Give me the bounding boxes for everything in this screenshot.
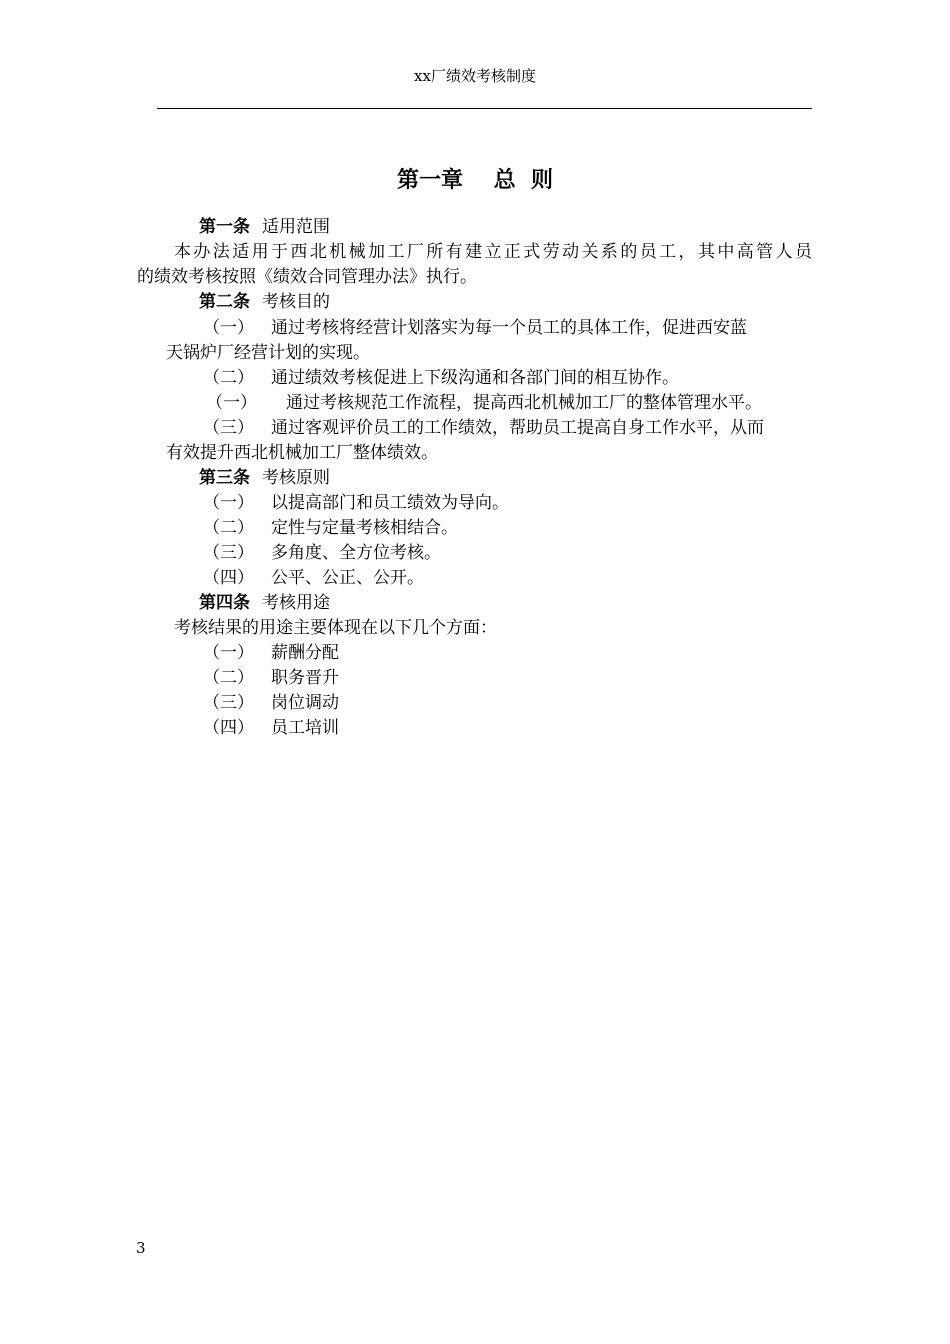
article-1-label: 第一条 (199, 217, 250, 237)
chapter-title: 第一章 总 则 (397, 168, 553, 193)
item-text: 多角度、全方位考核。 (271, 543, 441, 563)
article-3-label: 第三条 (199, 468, 250, 488)
article-4-item-2 (203, 666, 339, 690)
item-number: （一） (203, 643, 254, 663)
item-text: 员工培训 (271, 718, 339, 738)
article-1-body-line-2: 的绩效考核按照《绩效合同管理办法》执行。 (137, 267, 477, 287)
header-rule (157, 108, 812, 109)
article-3-item-2 (203, 516, 458, 540)
article-3-heading (199, 466, 330, 490)
article-3-item-4 (203, 566, 424, 590)
article-4-label: 第四条 (199, 593, 250, 613)
item-number: （四） (203, 568, 254, 588)
item-text: 通过客观评价员工的工作绩效，帮助员工提高自身工作水平，从而 (271, 418, 764, 438)
item-number: （一） (203, 318, 254, 338)
article-1-title: 适用范围 (262, 217, 330, 237)
item-number: （二） (203, 368, 254, 388)
article-1-body-line-1: 本办法适用于西北机械加工厂所有建立正式劳动关系的员工，其中高管人员 (174, 242, 812, 262)
page-number: 3 (136, 1239, 146, 1257)
item-text: 以提高部门和员工绩效为导向。 (271, 493, 509, 513)
item-number: （二） (203, 668, 254, 688)
item-number: （二） (203, 518, 254, 538)
item-text: 公平、公正、公开。 (271, 568, 424, 588)
article-2-item-4 (203, 416, 764, 440)
article-4-heading (199, 591, 330, 615)
item-text: 岗位调动 (271, 693, 339, 713)
article-2-label: 第二条 (199, 292, 250, 312)
item-text: 职务晋升 (271, 668, 339, 688)
item-number: （一） (203, 493, 254, 513)
article-3-title: 考核原则 (262, 468, 330, 488)
item-text: 薪酬分配 (271, 643, 339, 663)
article-2-item-4-cont: 有效提升西北机械加工厂整体绩效。 (166, 443, 438, 463)
item-number: （三） (203, 418, 254, 438)
article-2-title: 考核目的 (262, 292, 330, 312)
article-1-heading (199, 215, 330, 239)
article-2-item-1-cont: 天锅炉厂经营计划的实现。 (166, 343, 370, 363)
item-number: （三） (203, 693, 254, 713)
article-4-title: 考核用途 (262, 593, 330, 613)
item-number: （三） (203, 543, 254, 563)
item-text: 通过绩效考核促进上下级沟通和各部门间的相互协作。 (271, 368, 679, 388)
item-text: 通过考核规范工作流程，提高西北机械加工厂的整体管理水平。 (286, 393, 762, 413)
item-number: （四） (203, 718, 254, 738)
page-header: xx厂绩效考核制度 (414, 67, 536, 85)
article-3-item-3 (203, 541, 441, 565)
article-4-item-4 (203, 716, 339, 740)
item-number: （一） (206, 393, 257, 413)
item-text: 通过考核将经营计划落实为每一个员工的具体工作，促进西安蓝 (271, 318, 747, 338)
article-2-item-3 (206, 391, 762, 415)
item-text: 定性与定量考核相结合。 (271, 518, 458, 538)
article-4-item-3 (203, 691, 339, 715)
article-2-heading (199, 290, 330, 314)
article-2-item-1 (203, 316, 747, 340)
article-4-item-1 (203, 641, 339, 665)
article-3-item-1 (203, 491, 509, 515)
article-4-intro: 考核结果的用途主要体现在以下几个方面： (174, 618, 497, 638)
article-2-item-2 (203, 366, 679, 390)
